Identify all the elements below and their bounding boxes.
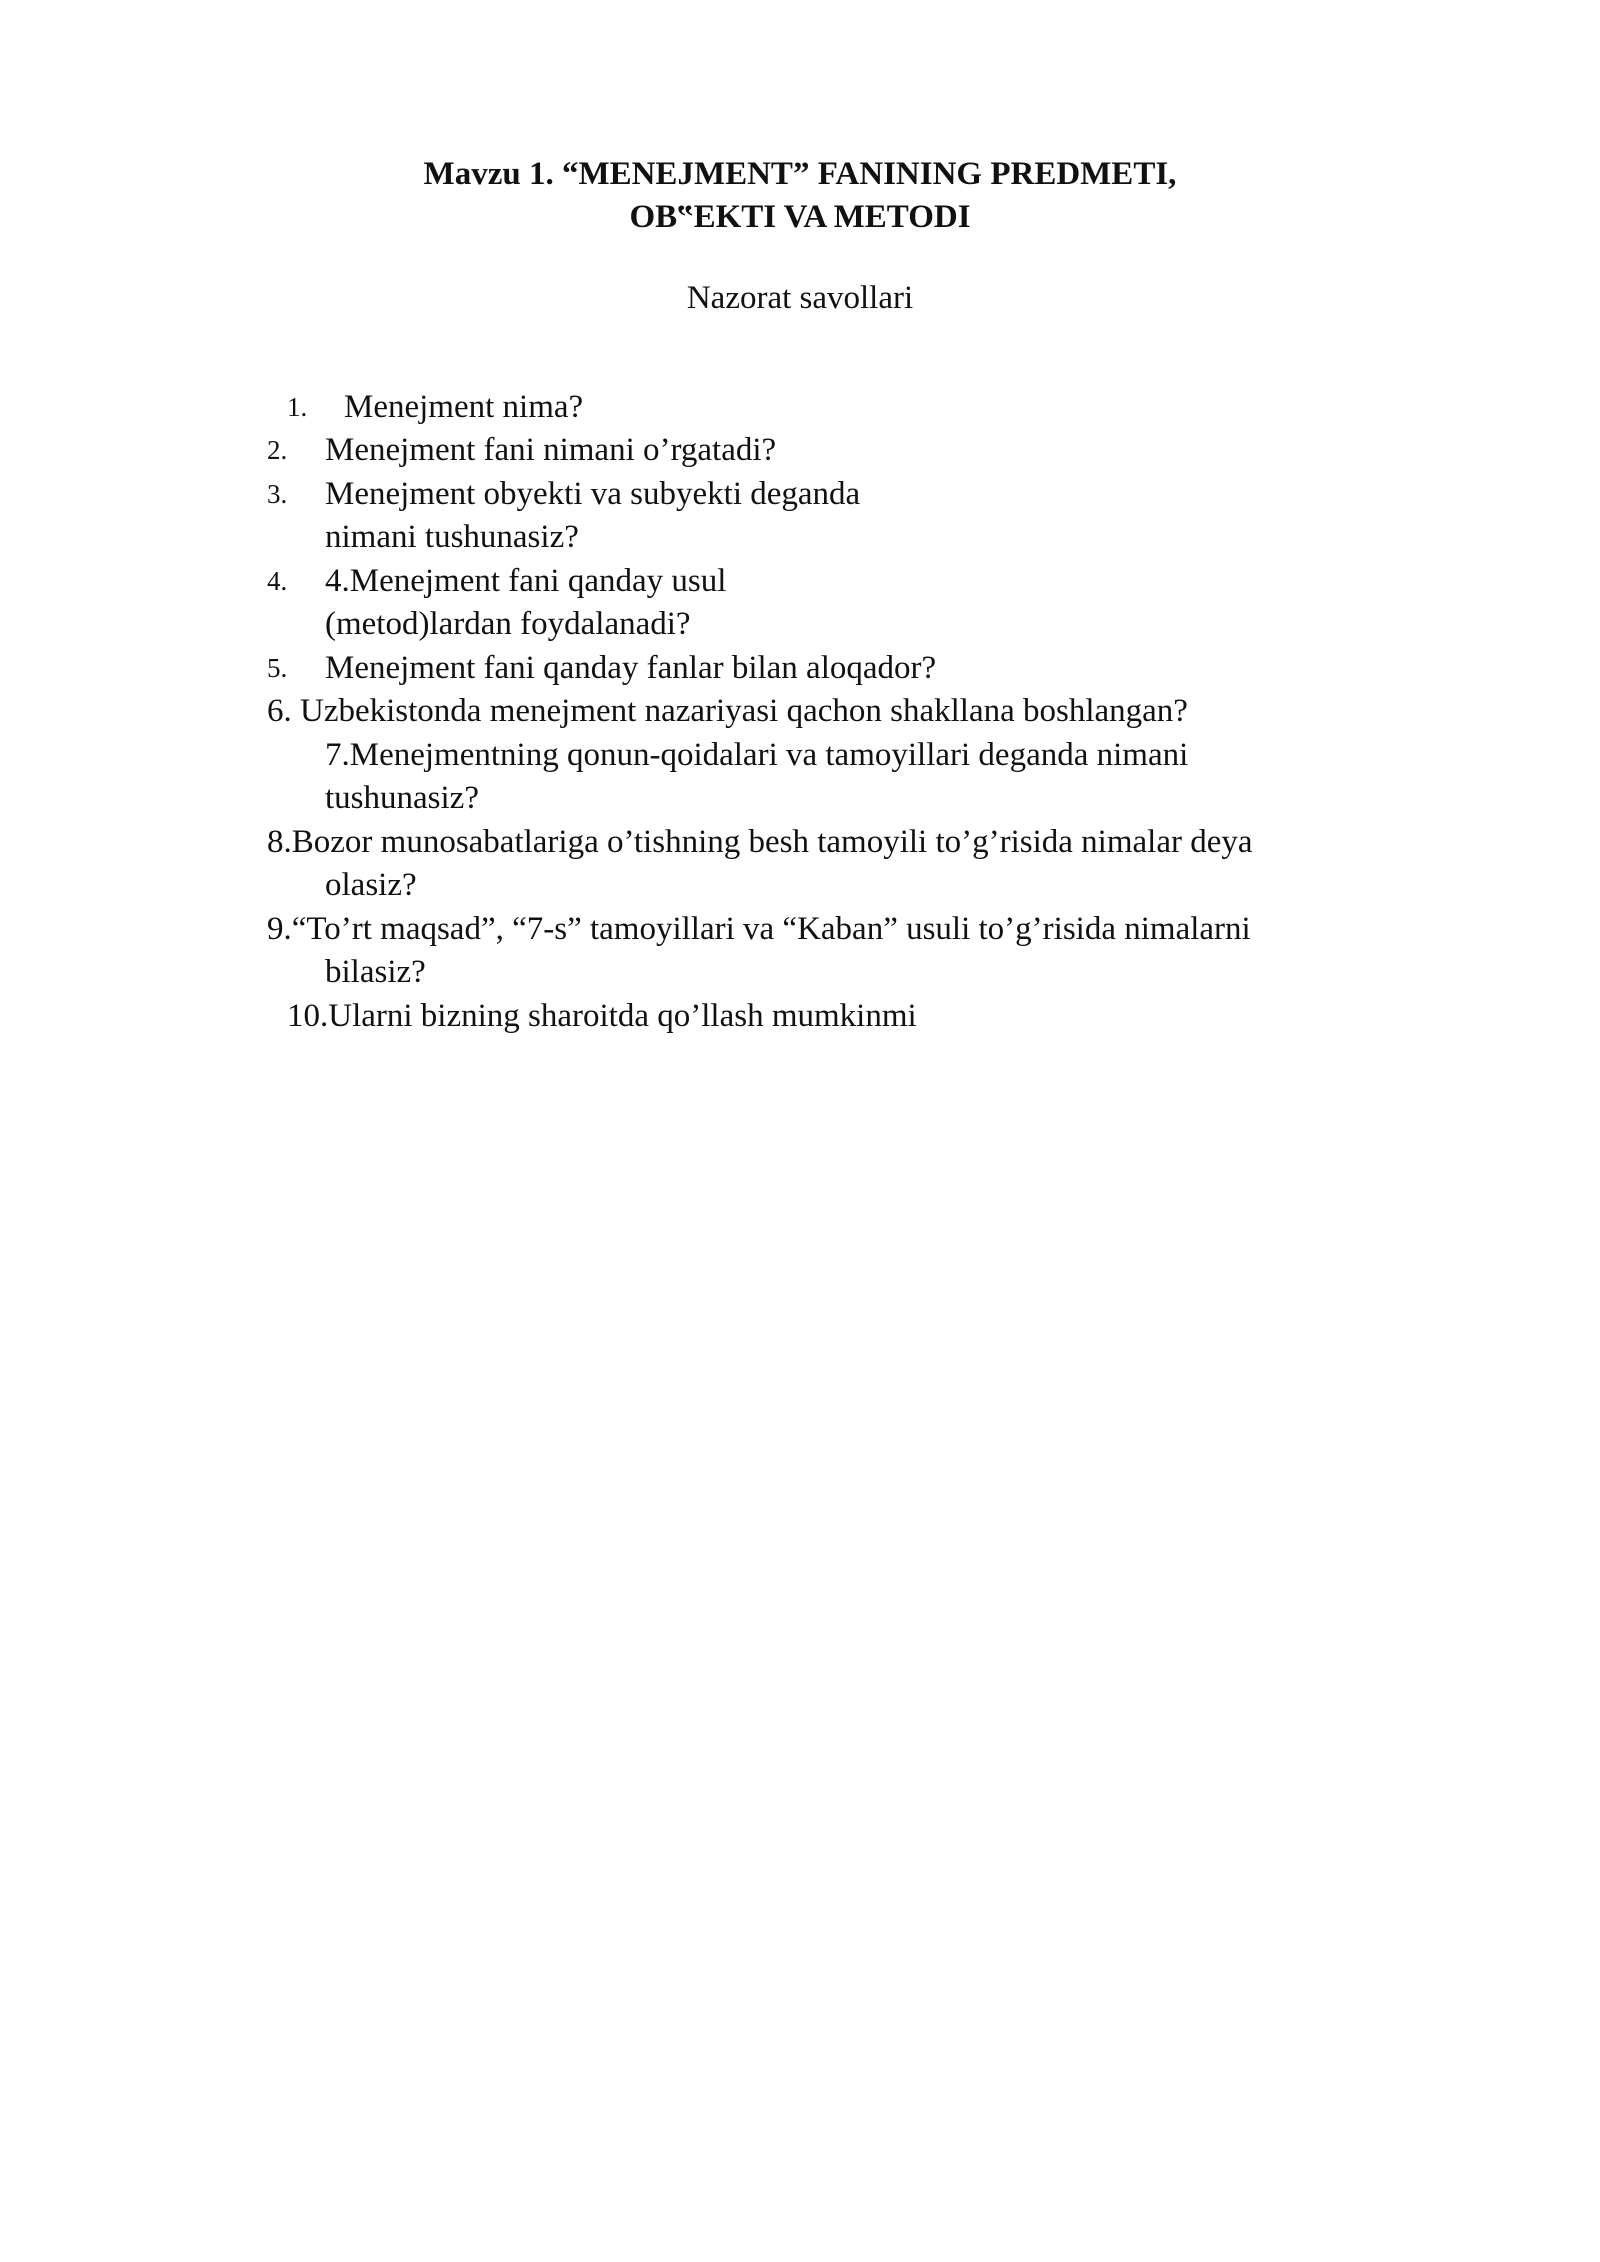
question-2-text: Menejment fani nimani o’rgatadi? xyxy=(325,432,777,468)
question-7-text-line-1: 7.Menejmentning qonun-qoidalari va tamoyillari deganda nimani xyxy=(325,737,1189,773)
title-line-1: Mavzu 1. “MENEJMENT” FANINING PREDMETI, xyxy=(423,156,1177,192)
question-10 xyxy=(287,995,917,1038)
section-subtitle: Nazorat savollari xyxy=(686,280,914,316)
document-title xyxy=(0,153,1600,239)
question-8-text-line-2: olasiz? xyxy=(325,867,417,903)
question-4-number: 4. xyxy=(267,566,288,596)
question-5-number: 5. xyxy=(267,653,288,683)
question-10-number: 10. xyxy=(287,998,329,1034)
question-10-text: Ularni bizning sharoitda qo’llash mumkinmi xyxy=(328,998,917,1034)
question-1-number: 1. xyxy=(287,392,308,422)
question-8-text-line-1: Bozor munosabatlariga o’tishning besh tamoyili to’g’risida nimalar deya xyxy=(291,824,1253,860)
question-1-text: Menejment nima? xyxy=(344,389,584,425)
question-9-text-line-2: bilasiz? xyxy=(325,954,426,990)
question-4-text-line-1: 4.Menejment fani qanday usul xyxy=(325,563,727,599)
question-6 xyxy=(267,690,1188,733)
question-9 xyxy=(267,908,1251,951)
question-3-number: 3. xyxy=(267,479,288,509)
question-8 xyxy=(267,821,1253,864)
question-5-text: Menejment fani qanday fanlar bilan aloqador? xyxy=(325,650,937,686)
question-6-text: Uzbekistonda menejment nazariyasi qachon shakllana boshlangan? xyxy=(300,693,1188,729)
question-6-number: 6. xyxy=(267,693,292,729)
question-7-text-line-2: tushunasiz? xyxy=(325,780,479,816)
question-8-number: 8. xyxy=(267,824,292,860)
title-line-2: OB‟EKTI VA METODI xyxy=(629,199,971,235)
question-3-text-line-2: nimani tushunasiz? xyxy=(325,519,579,555)
question-9-text-line-1: “To’rt maqsad”, “7-s” tamoyillari va “Kaban” usuli to’g’risida nimalarni xyxy=(291,911,1251,947)
question-3-text-line-1: Menejment obyekti va subyekti deganda xyxy=(325,476,861,512)
question-2-number: 2. xyxy=(267,435,288,465)
question-9-number: 9. xyxy=(267,911,292,947)
question-4-text-line-2: (metod)lardan foydalanadi? xyxy=(325,606,691,642)
